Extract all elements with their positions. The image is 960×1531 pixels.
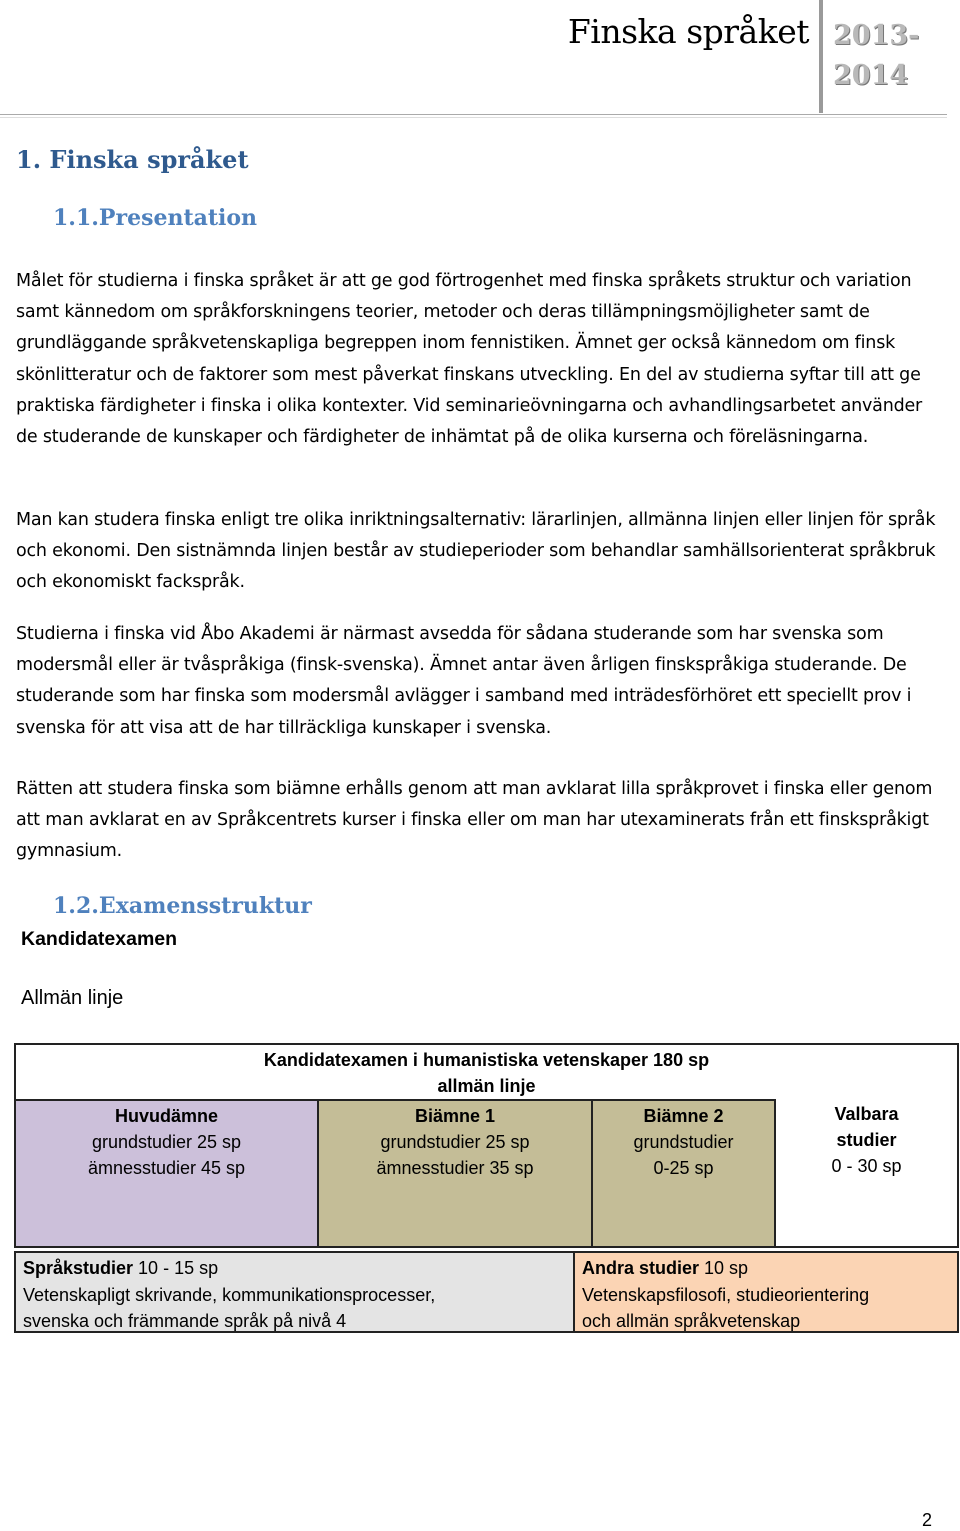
cell-line: grundstudier 25 sp xyxy=(91,1132,242,1152)
section-heading-examensstruktur: 1.2.Examensstruktur xyxy=(53,893,312,919)
sprakstudier-box xyxy=(14,1251,575,1333)
cell-valbara-studier xyxy=(774,1099,957,1246)
paragraph-4: Rätten att studera finska som biämne erhålls genom att man avklarat lilla språkprovet i finska eller genom att man avklarat en av Språkcentrets kurser i finska eller om man har utexaminerats från ett finskspråkigt gymnasium. xyxy=(16,779,933,862)
sprakstudier-line1: Vetenskapligt skrivande, kommunikationsprocesser, xyxy=(23,1284,436,1305)
cell-line: ämnesstudier 35 sp xyxy=(376,1158,534,1178)
table-title xyxy=(16,1045,957,1099)
cell-title: Huvudämne xyxy=(114,1106,219,1126)
header-year-line2: 2014 xyxy=(833,60,909,91)
header-year xyxy=(833,16,943,96)
page-number: 2 xyxy=(921,1510,932,1530)
line-label: Allmän linje xyxy=(21,987,124,1009)
cell-title: Biämne 1 xyxy=(414,1106,496,1126)
sprakstudier-title: Språkstudier xyxy=(23,1258,134,1278)
subheading-kandidatexamen: Kandidatexamen xyxy=(21,928,178,950)
table-title-line2: allmän linje xyxy=(437,1076,536,1096)
cell-line: 0-25 sp xyxy=(653,1158,714,1178)
cell-line: grundstudier 25 sp xyxy=(380,1132,530,1152)
andra-studier-title: Andra studier xyxy=(582,1258,700,1278)
cell-line: grundstudier xyxy=(633,1132,734,1152)
paragraph-3: Studierna i finska vid Åbo Akademi är närmast avsedda för sådana studerande som har svenska som modersmål eller är tvåspråkiga (finsk-svenska). Ämnet antar även årligen finskspråkiga studerande. De studerande som har finska som modersmål avlägger i samband med inträdesförhöret ett speciellt prov i svenska för att visa att de har tillräckliga kunskaper i svenska. xyxy=(16,624,912,738)
andra-studier-line2: och allmän språkvetenskap xyxy=(582,1311,801,1331)
andra-studier-box xyxy=(575,1251,959,1333)
cell-biamne-2 xyxy=(591,1099,774,1246)
header-rule xyxy=(0,114,947,115)
header-divider xyxy=(819,0,823,113)
cell-title: studier xyxy=(836,1130,897,1150)
paragraph-1: Målet för studierna i finska språket är att ge god förtrogenhet med finska språkets struktur och variation samt kännedom om språkforskningens teorier, metoder och deras tillämpningsmöjligheter samt de grundläggande språkvetenskapliga begreppen inom fennistiken. Ämnet ger också kännedom om finsk skönlitteratur och de faktorer som mest påverkat finskans utveckling. En del av studierna syftar till att ge praktiska färdigheter i finska i olika kontexter. Vid seminarieövningarna och avhandlingsarbetet använder de studerande de kunskaper och färdigheter de inhämtat på de olika kurserna och föreläsningarna. xyxy=(16,271,923,448)
andra-studier-amount: 10 sp xyxy=(699,1258,749,1278)
andra-studier-line1: Vetenskapsfilosofi, studieorientering xyxy=(582,1284,870,1305)
chapter-heading: 1. Finska språket xyxy=(16,145,249,174)
andra-studier-heading xyxy=(582,1255,957,1282)
cell-huvudamne xyxy=(16,1099,317,1246)
cell-title: Valbara xyxy=(834,1104,899,1124)
section-heading-presentation: 1.1.Presentation xyxy=(53,205,258,231)
sprakstudier-heading xyxy=(23,1255,573,1282)
header-year-line1: 2013- xyxy=(833,20,920,51)
table-title-line1: Kandidatexamen i humanistiska vetenskaper 180 sp xyxy=(263,1050,710,1070)
header-title: Finska språket xyxy=(567,12,809,51)
degree-structure-table xyxy=(14,1043,959,1248)
cell-biamne-1 xyxy=(317,1099,591,1246)
cell-line: 0 - 30 sp xyxy=(831,1156,902,1176)
sprakstudier-amount: 10 - 15 sp xyxy=(133,1258,219,1278)
header-rule-shadow xyxy=(0,117,947,118)
sprakstudier-line2: svenska och främmande språk på nivå 4 xyxy=(23,1311,347,1331)
paragraph-2: Man kan studera finska enligt tre olika inriktningsalternativ: lärarlinjen, allmänna linjen eller linjen för språk och ekonomi. Den sistnämnda linjen består av studieperioder som behandlar samhällsorienterat språkbruk och ekonomiskt fackspråk. xyxy=(16,510,936,593)
cell-title: Biämne 2 xyxy=(643,1106,724,1126)
cell-line: ämnesstudier 45 sp xyxy=(87,1158,246,1178)
